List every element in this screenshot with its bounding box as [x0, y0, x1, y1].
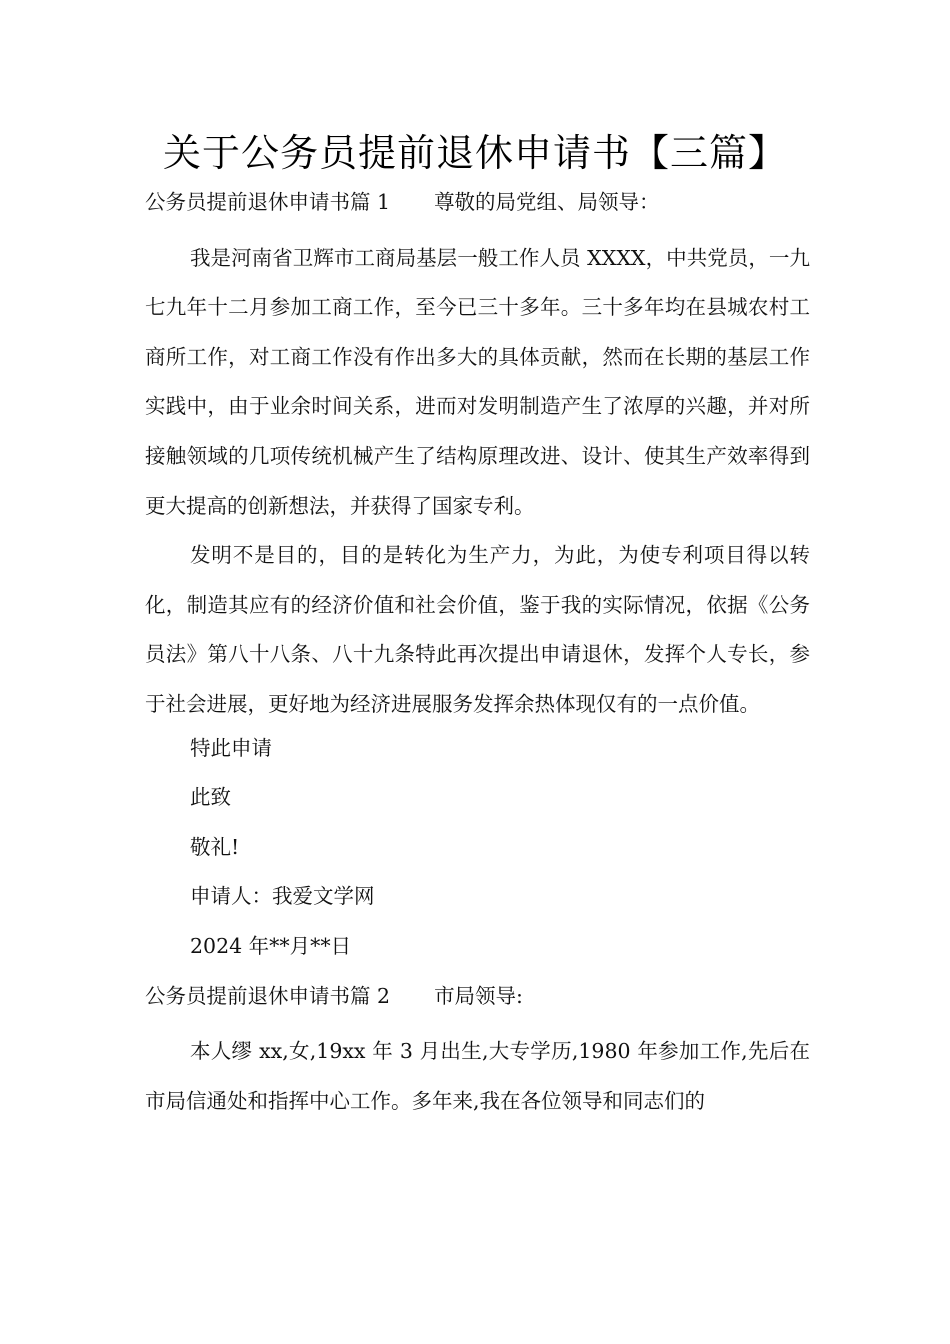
closing-salute: 敬礼!	[190, 834, 240, 859]
applicant-signature: 申请人：我爱文学网	[190, 884, 375, 909]
document-title: 关于公务员提前退休申请书【三篇】	[162, 131, 787, 175]
section1-heading: 公务员提前退休申请书篇 1	[145, 190, 391, 214]
section2-paragraph-1: 本人缪 xx,女,19xx 年 3 月出生,大专学历,1980 年参加工作,先后在市局信通处和指挥中心工作。多年来,我在各位领导和同志们的	[145, 1039, 810, 1113]
section1-paragraph-1: 我是河南省卫辉市工商局基层一般工作人员 XXXX，中共党员，一九七九年十二月参加工商工作，至今已三十多年。三十多年均在县城农村工商所工作，对工商工作没有作出多大的具体贡献，然而在长期的基层工作实践中，由于业余时间关系，进而对发明制造产生了浓厚的兴趣，并对所接触领域的几项传统机械产生了结构原理改进、设计、使其生产效率得到更大提高的创新想法，并获得了国家专利。	[145, 245, 810, 518]
section1-paragraph-2: 发明不是目的，目的是转化为生产力，为此，为使专利项目得以转化，制造其应有的经济价值和社会价值，鉴于我的实际情况，依据《公务员法》第八十八条、八十九条特此再次提出申请退休，发挥个人专长，参于社会进展，更好地为经济进展服务发挥余热体现仅有的一点价值。	[145, 543, 810, 716]
section2-salutation: 市局领导:	[434, 983, 523, 1008]
closing-request: 特此申请	[190, 735, 272, 760]
closing-regards: 此致	[190, 785, 231, 810]
section1-salutation: 尊敬的局党组、局领导：	[434, 190, 660, 214]
section1-heading-line	[145, 184, 810, 234]
application-date: 2024 年**月**日	[190, 933, 352, 958]
section2-heading: 公务员提前退休申请书篇 2	[145, 983, 391, 1008]
document-body	[145, 184, 810, 1126]
section2-heading-line	[145, 978, 810, 1028]
